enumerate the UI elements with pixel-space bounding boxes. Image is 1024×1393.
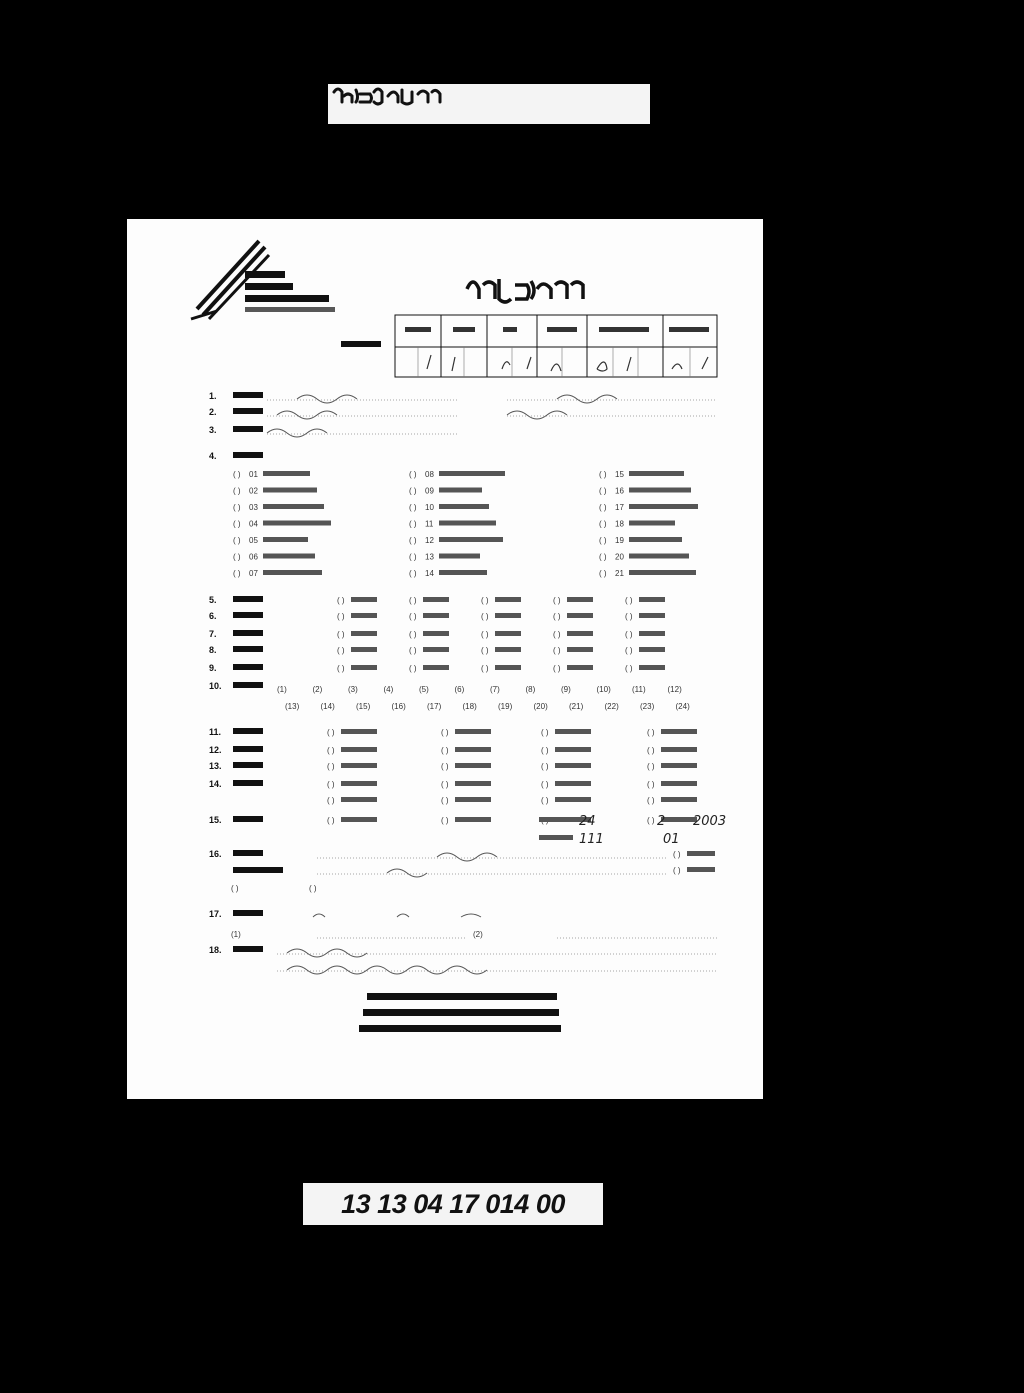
option-code-number: 08: [425, 470, 434, 479]
option-checkbox: ( ): [599, 552, 607, 562]
option-code-number: 13: [425, 552, 434, 562]
form-svg: [127, 219, 763, 1099]
option-checkbox: ( ): [441, 746, 449, 755]
page-count-option: (24): [675, 702, 690, 711]
option-checkbox: ( ): [441, 780, 449, 789]
option-checkbox: ( ): [233, 519, 241, 529]
option-label-lettering: [639, 665, 665, 670]
form-rows: [209, 391, 726, 1032]
handwritten-entry: [297, 395, 357, 403]
page-count-option: (5): [419, 685, 429, 694]
option-label-lettering: [263, 488, 317, 493]
option-label-lettering: [629, 471, 684, 476]
option-label-lettering: [263, 504, 324, 509]
date-month: 2: [657, 814, 666, 829]
item-label-lettering: [233, 946, 263, 952]
option-code-number: 01: [249, 470, 258, 479]
lao-title-lettering: [328, 84, 448, 110]
option-label-lettering: [495, 613, 521, 618]
option-checkbox: ( ): [673, 866, 681, 875]
item-number: 5.: [209, 595, 217, 605]
option-label-lettering: [567, 613, 593, 618]
option-checkbox: ( ): [233, 503, 241, 512]
option-checkbox: ( ): [599, 486, 607, 496]
item-label-lettering: [233, 728, 263, 734]
option-label-lettering: [661, 781, 697, 786]
page-count-option: (12): [667, 685, 682, 694]
code-grid-label: [341, 341, 381, 347]
option-label-lettering: [567, 665, 593, 670]
option-label-lettering: [263, 521, 331, 526]
option-checkbox: ( ): [327, 780, 335, 789]
option-label-lettering: [439, 570, 487, 575]
option-code-number: 04: [249, 519, 258, 529]
option-label-lettering: [341, 797, 377, 802]
item-label-lettering: [233, 646, 263, 652]
option-code-number: 05: [249, 536, 258, 545]
option-checkbox: ( ): [231, 884, 239, 893]
option-label-lettering: [455, 781, 491, 786]
top-title-label: [328, 84, 650, 124]
option-code-number: 06: [249, 552, 258, 562]
page-count-option: (6): [454, 685, 465, 694]
option-label-lettering: [351, 613, 377, 618]
option-label-lettering: [455, 817, 491, 822]
option-checkbox: ( ): [647, 746, 655, 755]
item-number: 16.: [209, 849, 222, 859]
sub-item-number: (2): [473, 930, 483, 939]
option-label-lettering: [439, 537, 503, 542]
option-label-lettering: [263, 554, 315, 559]
page-count-option: (18): [462, 702, 477, 711]
item-number: 15.: [209, 815, 222, 825]
item-label-lettering: [233, 452, 263, 458]
option-label-lettering: [341, 781, 377, 786]
option-label-lettering: [555, 763, 591, 768]
option-label-lettering: [495, 665, 521, 670]
item-label-lettering: [233, 408, 263, 414]
option-label-lettering: [439, 488, 482, 493]
option-label-lettering: [351, 597, 377, 602]
option-code-number: 14: [425, 569, 434, 578]
item-label-lettering: [233, 612, 263, 618]
code-grid-handwriting: [427, 355, 708, 371]
option-checkbox: ( ): [441, 728, 449, 737]
item-number: 17.: [209, 909, 222, 919]
form-title-lettering: [467, 279, 583, 302]
handwritten-entry: [557, 395, 617, 403]
option-label-lettering: [455, 747, 491, 752]
option-checkbox: ( ): [409, 536, 417, 545]
option-checkbox: ( ): [599, 519, 607, 529]
item-label-lettering: [233, 630, 263, 636]
option-checkbox: ( ): [541, 780, 549, 789]
option-checkbox: ( ): [327, 728, 335, 737]
item-label-lettering: [233, 910, 263, 916]
item-label-lettering: [233, 850, 263, 856]
option-checkbox: ( ): [337, 612, 345, 621]
item-number: 9.: [209, 663, 217, 673]
item-number: 18.: [209, 945, 222, 955]
handwritten-entry: [437, 853, 497, 861]
option-checkbox: ( ): [441, 796, 449, 805]
option-code-number: 18: [615, 519, 624, 529]
option-checkbox: ( ): [625, 612, 633, 621]
option-checkbox: ( ): [625, 664, 633, 673]
ref-label-lettering: [539, 835, 573, 840]
option-checkbox: ( ): [553, 664, 561, 673]
item-number: 1.: [209, 391, 217, 401]
option-checkbox: ( ): [409, 569, 417, 578]
option-label-lettering: [439, 471, 505, 476]
option-checkbox: ( ): [625, 630, 633, 639]
option-label-lettering: [555, 781, 591, 786]
footer-lettering: [367, 993, 557, 1000]
option-label-lettering: [423, 597, 449, 602]
option-checkbox: ( ): [233, 536, 241, 545]
option-checkbox: ( ): [409, 664, 417, 673]
option-label-lettering: [555, 797, 591, 802]
option-label-lettering: [351, 631, 377, 636]
option-label-lettering: [495, 597, 521, 602]
option-checkbox: ( ): [337, 664, 345, 673]
option-checkbox: ( ): [441, 762, 449, 771]
option-label-lettering: [629, 570, 696, 575]
option-label-lettering: [423, 647, 449, 652]
option-checkbox: ( ): [625, 596, 633, 605]
option-label-lettering: [629, 537, 682, 542]
option-label-lettering: [439, 554, 480, 559]
organization-name-lettering: [245, 271, 335, 312]
sub-item-number: (1): [231, 930, 241, 939]
item-label-lettering: [233, 746, 263, 752]
option-checkbox: ( ): [409, 486, 417, 496]
handwritten-entry: [267, 429, 327, 437]
option-checkbox: ( ): [541, 728, 549, 737]
page-count-option: (20): [533, 702, 548, 711]
option-checkbox: ( ): [481, 596, 489, 605]
item-number: 14.: [209, 779, 222, 789]
item-label-lettering: [233, 426, 263, 432]
handwritten-entry: [507, 411, 567, 419]
option-checkbox: ( ): [233, 552, 241, 562]
option-checkbox: ( ): [553, 596, 561, 605]
option-checkbox: ( ): [409, 503, 417, 512]
option-checkbox: ( ): [481, 630, 489, 639]
option-label-lettering: [351, 647, 377, 652]
item-number: 3.: [209, 425, 217, 435]
option-checkbox: ( ): [541, 762, 549, 771]
item-label-lettering: [233, 664, 263, 670]
option-label-lettering: [455, 797, 491, 802]
item-label-lettering: [233, 596, 263, 602]
option-checkbox: ( ): [337, 596, 345, 605]
option-checkbox: ( ): [233, 470, 241, 479]
item-number: 13.: [209, 761, 222, 771]
option-label-lettering: [495, 647, 521, 652]
option-checkbox: ( ): [673, 850, 681, 859]
item-number: 12.: [209, 745, 222, 755]
option-code-number: 10: [425, 503, 434, 512]
option-code-number: 07: [249, 569, 258, 578]
option-label-lettering: [263, 537, 308, 542]
option-code-number: 03: [249, 503, 258, 512]
option-label-lettering: [341, 729, 377, 734]
option-label-lettering: [629, 554, 689, 559]
option-code-number: 11: [425, 519, 434, 529]
page-count-option: (2): [312, 685, 323, 694]
option-checkbox: ( ): [441, 816, 449, 825]
option-checkbox: ( ): [337, 646, 345, 655]
registration-form-page: [127, 219, 763, 1099]
option-checkbox: ( ): [409, 612, 417, 621]
option-label-lettering: [661, 747, 697, 752]
option-checkbox: ( ): [647, 728, 655, 737]
option-code-number: 02: [249, 486, 258, 496]
option-label-lettering: [639, 597, 665, 602]
option-label-lettering: [423, 613, 449, 618]
page-count-option: (23): [640, 702, 655, 711]
option-checkbox: ( ): [541, 746, 549, 755]
page-count-option: (11): [632, 685, 646, 694]
option-label-lettering: [567, 631, 593, 636]
reference-number: 111: [579, 832, 604, 847]
option-checkbox: ( ): [647, 816, 655, 825]
item-number: 6.: [209, 611, 217, 621]
option-label-lettering: [639, 631, 665, 636]
option-label-lettering: [423, 665, 449, 670]
page-count-option: (1): [277, 685, 287, 694]
page-count-option: (10): [596, 685, 611, 694]
item-number: 2.: [209, 407, 217, 417]
page-count-option: (4): [383, 685, 394, 694]
option-checkbox: ( ): [625, 646, 633, 655]
option-checkbox: ( ): [233, 569, 241, 578]
option-checkbox: ( ): [409, 470, 417, 479]
document-number-label: 13 13 04 17 014 00: [303, 1183, 603, 1225]
option-label-lettering: [455, 729, 491, 734]
page-count-option: (3): [348, 685, 358, 694]
option-checkbox: ( ): [409, 552, 417, 562]
page-count-option: (15): [356, 702, 371, 711]
option-label-lettering: [661, 729, 697, 734]
page-count-option: (16): [391, 702, 406, 711]
option-code-number: 17: [615, 503, 624, 512]
option-checkbox: ( ): [409, 519, 417, 529]
item-number: 11.: [209, 727, 222, 737]
item-label-lettering: [233, 682, 263, 688]
page-count-option: (8): [525, 685, 536, 694]
option-label-lettering: [351, 665, 377, 670]
option-label-lettering: [639, 647, 665, 652]
option-label-lettering: [263, 471, 310, 476]
option-checkbox: ( ): [409, 646, 417, 655]
footer-lettering: [359, 1025, 561, 1032]
page-count-option: (9): [561, 685, 571, 694]
page-count-option: (7): [490, 685, 500, 694]
page-count-option: (22): [604, 702, 619, 711]
option-label-lettering: [661, 797, 697, 802]
item-number: 10.: [209, 681, 222, 691]
item-label-lettering: [233, 762, 263, 768]
option-checkbox: ( ): [327, 796, 335, 805]
option-label-lettering: [629, 488, 691, 493]
option-label-lettering: [341, 763, 377, 768]
option-checkbox: ( ): [481, 646, 489, 655]
option-checkbox: ( ): [337, 630, 345, 639]
option-checkbox: ( ): [647, 780, 655, 789]
page-count-option: (17): [427, 702, 442, 711]
option-code-number: 09: [425, 486, 434, 496]
option-checkbox: ( ): [309, 884, 317, 893]
option-label-lettering: [439, 521, 496, 526]
option-checkbox: ( ): [599, 503, 607, 512]
option-checkbox: ( ): [553, 612, 561, 621]
option-code-number: 19: [615, 536, 624, 545]
handwritten-entry: [287, 966, 487, 974]
option-checkbox: ( ): [233, 486, 241, 496]
handwritten-entry: [277, 411, 337, 419]
footer-lettering: [363, 1009, 559, 1016]
item-number: 8.: [209, 645, 217, 655]
item-label-lettering: [233, 867, 283, 873]
option-checkbox: ( ): [409, 596, 417, 605]
option-checkbox: ( ): [647, 796, 655, 805]
option-label-lettering: [629, 521, 675, 526]
page-count-option: (21): [569, 702, 584, 711]
option-checkbox: ( ): [647, 762, 655, 771]
option-label-lettering: [495, 631, 521, 636]
option-checkbox: ( ): [599, 569, 607, 578]
option-label-lettering: [687, 851, 715, 856]
option-checkbox: ( ): [481, 612, 489, 621]
handwritten-entry: [313, 914, 481, 917]
option-label-lettering: [341, 747, 377, 752]
option-label-lettering: [555, 729, 591, 734]
option-checkbox: ( ): [599, 470, 607, 479]
option-code-number: 16: [615, 486, 624, 496]
option-checkbox: ( ): [541, 796, 549, 805]
option-label-lettering: [661, 763, 697, 768]
option-checkbox: ( ): [327, 746, 335, 755]
page-count-option: (19): [498, 702, 513, 711]
option-label-lettering: [661, 817, 697, 822]
option-code-number: 15: [615, 470, 624, 479]
page-count-option: (14): [320, 702, 335, 711]
item-number: 7.: [209, 629, 217, 639]
reference-number-2: 01: [663, 832, 680, 847]
option-checkbox: ( ): [327, 762, 335, 771]
option-label-lettering: [687, 867, 715, 872]
option-label-lettering: [263, 570, 322, 575]
page-count-option: (13): [285, 702, 300, 711]
option-code-number: 12: [425, 536, 434, 545]
option-label-lettering: [567, 597, 593, 602]
option-checkbox: ( ): [553, 630, 561, 639]
option-checkbox: ( ): [327, 816, 335, 825]
option-code-number: 21: [615, 569, 624, 578]
option-checkbox: ( ): [409, 630, 417, 639]
option-code-number: 20: [615, 552, 624, 562]
item-label-lettering: [233, 392, 263, 398]
item-label-lettering: [233, 780, 263, 786]
option-checkbox: ( ): [599, 536, 607, 545]
option-label-lettering: [341, 817, 377, 822]
date-label-lettering: [539, 817, 573, 822]
item-number: 4.: [209, 451, 217, 461]
code-grid: [395, 315, 717, 377]
handwritten-entry: [387, 869, 427, 877]
option-checkbox: ( ): [481, 664, 489, 673]
item-label-lettering: [233, 816, 263, 822]
option-label-lettering: [629, 504, 698, 509]
date-day: 24: [579, 814, 596, 829]
option-label-lettering: [439, 504, 489, 509]
option-label-lettering: [639, 613, 665, 618]
option-label-lettering: [555, 747, 591, 752]
option-checkbox: ( ): [553, 646, 561, 655]
handwritten-entry: [287, 949, 367, 957]
date-year: 2003: [693, 814, 727, 829]
option-label-lettering: [455, 763, 491, 768]
option-label-lettering: [423, 631, 449, 636]
option-label-lettering: [567, 647, 593, 652]
